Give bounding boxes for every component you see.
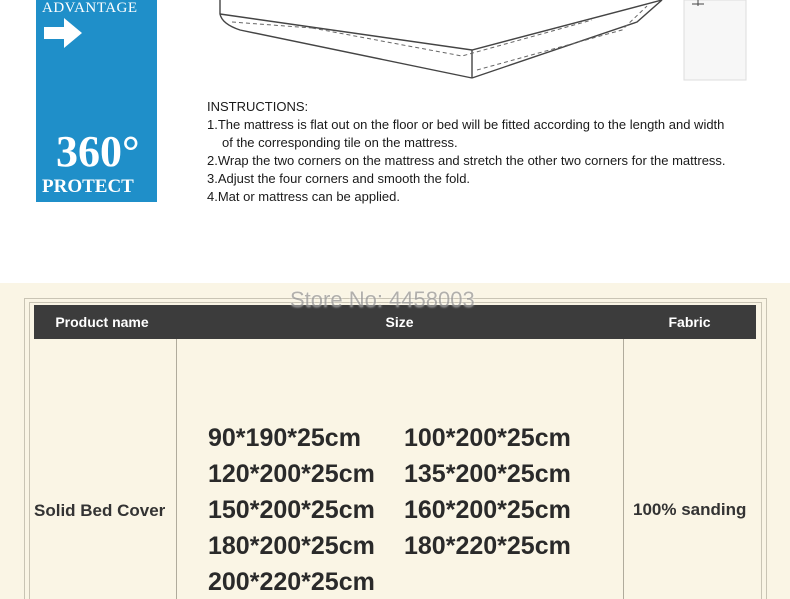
instructions-section bbox=[0, 0, 790, 283]
table-frame-inner bbox=[29, 302, 762, 599]
product-name-cell: Solid Bed Cover bbox=[34, 501, 166, 520]
instructions-title: INSTRUCTIONS: bbox=[207, 99, 309, 114]
size-item: 200*220*25cm bbox=[208, 568, 375, 596]
promo-advantage-label: ADVANTAGE bbox=[42, 0, 138, 16]
header-fabric: Fabric bbox=[668, 314, 711, 330]
instruction-step-1-cont: of the corresponding tile on the mattress. bbox=[222, 135, 458, 150]
instruction-step-2: 2.Wrap the two corners on the mattress and stretch the other two corners for the mattress. bbox=[207, 153, 726, 168]
arrow-right-icon bbox=[44, 18, 82, 48]
mattress-illustration bbox=[192, 0, 752, 84]
promo-banner bbox=[36, 0, 157, 202]
size-item: 100*200*25cm bbox=[404, 424, 571, 452]
instruction-step-4: 4.Mat or mattress can be applied. bbox=[207, 189, 400, 204]
size-item: 180*220*25cm bbox=[404, 532, 571, 560]
product-spec-table bbox=[0, 283, 790, 599]
store-watermark: Store No: 4458003 bbox=[290, 287, 475, 312]
fabric-cell: 100% sanding bbox=[633, 500, 747, 519]
size-item: 120*200*25cm bbox=[208, 460, 375, 488]
size-item: 160*200*25cm bbox=[404, 496, 571, 524]
promo-protect-label: PROTECT bbox=[42, 176, 134, 197]
instructions-text bbox=[207, 98, 782, 206]
instruction-step-3: 3.Adjust the four corners and smooth the fold. bbox=[207, 171, 471, 186]
size-item: 135*200*25cm bbox=[404, 460, 571, 488]
header-product-name: Product name bbox=[55, 314, 149, 330]
column-divider bbox=[176, 339, 177, 599]
instruction-step-1: 1.The mattress is flat out on the floor or bed will be fitted according to the length and width bbox=[207, 117, 725, 132]
size-item: 150*200*25cm bbox=[208, 496, 375, 524]
size-item: 90*190*25cm bbox=[208, 424, 361, 452]
promo-360-label: 360° bbox=[56, 127, 140, 176]
column-divider bbox=[623, 339, 624, 599]
size-item: 180*200*25cm bbox=[208, 532, 375, 560]
header-size: Size bbox=[385, 314, 414, 330]
